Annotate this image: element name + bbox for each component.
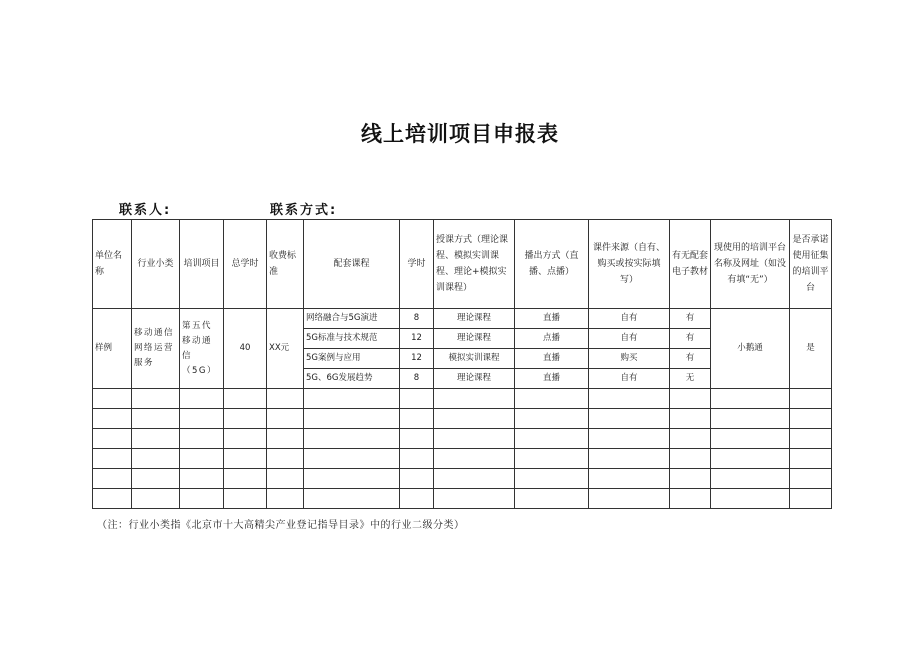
empty-cell[interactable] <box>434 389 515 409</box>
empty-cell[interactable] <box>224 449 267 469</box>
course-hours: 12 <box>400 329 434 349</box>
course-materials: 有 <box>670 309 711 329</box>
header-hours: 学时 <box>400 220 434 309</box>
empty-cell[interactable] <box>670 489 711 509</box>
empty-cell[interactable] <box>400 409 434 429</box>
empty-cell[interactable] <box>589 389 670 409</box>
empty-cell[interactable] <box>790 429 832 449</box>
empty-cell[interactable] <box>790 389 832 409</box>
empty-cell[interactable] <box>224 409 267 429</box>
empty-cell[interactable] <box>180 389 224 409</box>
empty-cell[interactable] <box>224 389 267 409</box>
example-unit-name: 样例 <box>93 309 132 389</box>
empty-cell[interactable] <box>132 489 180 509</box>
empty-row <box>93 449 832 469</box>
empty-cell[interactable] <box>132 429 180 449</box>
empty-cell[interactable] <box>515 389 589 409</box>
empty-cell[interactable] <box>589 489 670 509</box>
course-broadcast: 点播 <box>515 329 589 349</box>
empty-cell[interactable] <box>304 489 400 509</box>
course-materials: 有 <box>670 329 711 349</box>
empty-cell[interactable] <box>670 449 711 469</box>
empty-cell[interactable] <box>711 389 790 409</box>
empty-cell[interactable] <box>670 469 711 489</box>
empty-cell[interactable] <box>670 409 711 429</box>
empty-cell[interactable] <box>400 389 434 409</box>
example-project: 第五代移动通信（5G） <box>180 309 224 389</box>
empty-cell[interactable] <box>93 449 132 469</box>
empty-cell[interactable] <box>515 469 589 489</box>
course-source: 自有 <box>589 329 670 349</box>
course-name: 网络融合与5G演进 <box>304 309 400 329</box>
empty-cell[interactable] <box>400 469 434 489</box>
example-commit: 是 <box>790 309 832 389</box>
course-name: 5G标准与技术规范 <box>304 329 400 349</box>
empty-cell[interactable] <box>304 389 400 409</box>
empty-cell[interactable] <box>132 389 180 409</box>
empty-cell[interactable] <box>132 449 180 469</box>
empty-cell[interactable] <box>711 449 790 469</box>
header-materials: 有无配套电子教材 <box>670 220 711 309</box>
empty-cell[interactable] <box>224 429 267 449</box>
empty-cell[interactable] <box>93 429 132 449</box>
empty-row <box>93 429 832 449</box>
empty-cell[interactable] <box>267 489 304 509</box>
course-mode: 理论课程 <box>434 309 515 329</box>
empty-cell[interactable] <box>93 469 132 489</box>
empty-cell[interactable] <box>93 389 132 409</box>
empty-cell[interactable] <box>434 429 515 449</box>
header-unit-name: 单位名称 <box>93 220 132 309</box>
empty-row <box>93 389 832 409</box>
empty-cell[interactable] <box>515 409 589 429</box>
course-mode: 理论课程 <box>434 369 515 389</box>
empty-cell[interactable] <box>267 449 304 469</box>
header-source: 课件来源（自有、购买或按实际填写） <box>589 220 670 309</box>
empty-cell[interactable] <box>304 409 400 429</box>
header-row <box>93 220 832 309</box>
table-row <box>93 309 832 329</box>
footnote: （注：行业小类指《北京市十大高精尖产业登记指导目录》中的行业二级分类） <box>97 520 465 531</box>
empty-cell[interactable] <box>400 429 434 449</box>
empty-row <box>93 409 832 429</box>
course-mode: 理论课程 <box>434 329 515 349</box>
header-project: 培训项目 <box>180 220 224 309</box>
empty-cell[interactable] <box>670 389 711 409</box>
course-hours: 8 <box>400 309 434 329</box>
empty-cell[interactable] <box>589 449 670 469</box>
header-courses: 配套课程 <box>304 220 400 309</box>
header-industry: 行业小类 <box>132 220 180 309</box>
empty-cell[interactable] <box>711 469 790 489</box>
course-source: 购买 <box>589 349 670 369</box>
example-industry: 移动通信网络运营服务 <box>132 309 180 389</box>
empty-cell[interactable] <box>180 409 224 429</box>
empty-cell[interactable] <box>711 409 790 429</box>
header-total-hours: 总学时 <box>224 220 267 309</box>
course-materials: 有 <box>670 349 711 369</box>
empty-cell[interactable] <box>224 469 267 489</box>
empty-cell[interactable] <box>589 409 670 429</box>
empty-cell[interactable] <box>711 489 790 509</box>
course-broadcast: 直播 <box>515 349 589 369</box>
empty-cell[interactable] <box>132 469 180 489</box>
empty-cell[interactable] <box>267 389 304 409</box>
empty-cell[interactable] <box>267 429 304 449</box>
course-source: 自有 <box>589 309 670 329</box>
example-fee: XX元 <box>267 309 304 389</box>
empty-cell[interactable] <box>400 449 434 469</box>
contact-person-label: 联系人: <box>119 203 172 218</box>
empty-cell[interactable] <box>304 449 400 469</box>
empty-row <box>93 489 832 509</box>
empty-cell[interactable] <box>304 469 400 489</box>
empty-cell[interactable] <box>132 409 180 429</box>
empty-cell[interactable] <box>180 449 224 469</box>
course-name: 5G案例与应用 <box>304 349 400 369</box>
course-broadcast: 直播 <box>515 369 589 389</box>
course-mode: 模拟实训课程 <box>434 349 515 369</box>
empty-cell[interactable] <box>400 489 434 509</box>
course-hours: 12 <box>400 349 434 369</box>
empty-cell[interactable] <box>224 489 267 509</box>
empty-cell[interactable] <box>515 429 589 449</box>
course-name: 5G、6G发展趋势 <box>304 369 400 389</box>
page-title: 线上培训项目申报表 <box>361 122 559 146</box>
application-table <box>92 219 832 509</box>
empty-cell[interactable] <box>515 489 589 509</box>
empty-cell[interactable] <box>180 429 224 449</box>
empty-cell[interactable] <box>267 469 304 489</box>
empty-cell[interactable] <box>711 429 790 449</box>
empty-cell[interactable] <box>589 469 670 489</box>
course-source: 自有 <box>589 369 670 389</box>
empty-cell[interactable] <box>670 429 711 449</box>
empty-cell[interactable] <box>93 489 132 509</box>
empty-cell[interactable] <box>434 409 515 429</box>
empty-cell[interactable] <box>790 449 832 469</box>
course-materials: 无 <box>670 369 711 389</box>
empty-cell[interactable] <box>790 469 832 489</box>
example-total-hours: 40 <box>224 309 267 389</box>
course-broadcast: 直播 <box>515 309 589 329</box>
empty-cell[interactable] <box>790 489 832 509</box>
header-broadcast: 播出方式（直播、点播） <box>515 220 589 309</box>
empty-cell[interactable] <box>434 489 515 509</box>
header-commit: 是否承诺使用征集的培训平台 <box>790 220 832 309</box>
empty-cell[interactable] <box>515 449 589 469</box>
empty-cell[interactable] <box>304 429 400 449</box>
empty-cell[interactable] <box>589 429 670 449</box>
empty-cell[interactable] <box>790 409 832 429</box>
empty-cell[interactable] <box>434 449 515 469</box>
header-platform: 现使用的培训平台名称及网址（如没有填“无”） <box>711 220 790 309</box>
course-hours: 8 <box>400 369 434 389</box>
header-mode: 授课方式（理论课程、模拟实训课程、理论+模拟实训课程） <box>434 220 515 309</box>
empty-row <box>93 469 832 489</box>
empty-cell[interactable] <box>267 409 304 429</box>
contact-method-label: 联系方式: <box>270 203 338 218</box>
empty-cell[interactable] <box>180 489 224 509</box>
empty-cell[interactable] <box>93 409 132 429</box>
empty-cell[interactable] <box>180 469 224 489</box>
empty-cell[interactable] <box>434 469 515 489</box>
example-platform: 小鹅通 <box>711 309 790 389</box>
header-fee: 收费标准 <box>267 220 304 309</box>
